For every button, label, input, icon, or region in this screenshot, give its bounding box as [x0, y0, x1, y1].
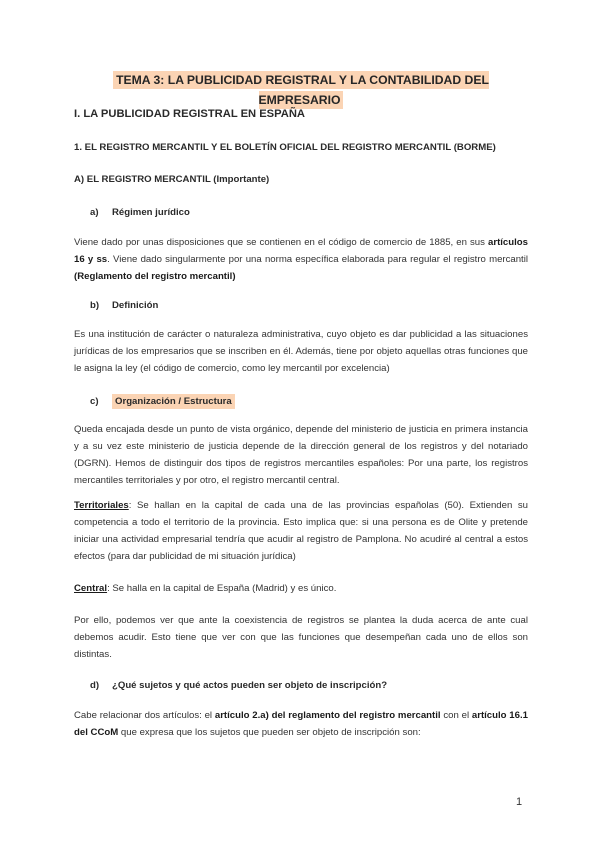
bold-ref: (Reglamento del registro mercantil)	[74, 270, 236, 282]
term-central: Central	[74, 583, 108, 594]
section-heading: I. LA PUBLICIDAD REGISTRAL EN ESPAÑA	[74, 108, 306, 120]
bold-ref: artículo 16.1 del CCoM	[74, 710, 528, 738]
heading-definicion	[90, 299, 158, 312]
heading-regimen-juridico	[90, 206, 190, 219]
paragraph-central: Central: Se halla en la capital de España (Madrid) y es único.	[74, 583, 337, 594]
heading-number: a)	[90, 207, 99, 218]
bold-ref: artículo 2.a) del reglamento del registro mercantil	[214, 710, 441, 721]
paragraph-territoriales: Territoriales: Se hallan en la capital de cada una de las provincias españolas (50). Extienden su competencia a todo el territorio de la provincia. Esto implica que: si una persona es de Olite y pretende iniciar una actividad empresarial tendría que acudir al registro de Pamplona. No acudiré al central a estos efectos (para dar publicidad de mi situación jurídica)	[74, 500, 528, 562]
document-title: TEMA 3: LA PUBLICIDAD REGISTRAL Y LA CONTABILIDAD DEL EMPRESARIO	[74, 70, 528, 90]
heading-label: Definición	[112, 300, 159, 311]
heading-number: d)	[90, 680, 100, 691]
heading-sujetos-actos	[90, 679, 387, 692]
heading-label: Régimen jurídico	[112, 207, 190, 218]
paragraph-definicion: Es una institución de carácter o naturaleza administrativa, cuyo objeto es dar publicidad a las situaciones jurídicas de los empresarios que se inscriben en él. Además, tiene por objeto aquellas otras funciones que le asigna la ley (el código de comercio, como ley mercantil por excelencia)	[74, 329, 528, 374]
subsubsection-heading: A) EL REGISTRO MERCANTIL (Importante)	[74, 174, 270, 185]
term-territoriales: Territoriales	[74, 500, 129, 511]
heading-organizacion	[90, 395, 235, 408]
paragraph-organizacion: Queda encajada desde un punto de vista orgánico, depende del ministerio de justicia en primera instancia y a su vez este ministerio de justicia depende de la dirección general de los registros y del notariado (DGRN). Hemos de distinguir dos tipos de registros mercantiles españoles: Por una parte, los registros mercantiles territoriales y por otro, el registro mercantil central.	[74, 424, 528, 486]
heading-number: c)	[90, 396, 99, 407]
page-number: 1	[516, 796, 523, 808]
heading-label: Organización / Estructura	[112, 394, 235, 409]
heading-label: ¿Qué sujetos y qué actos pueden ser objeto de inscripción?	[112, 680, 388, 691]
paragraph-por-ello: Por ello, podemos ver que ante la coexistencia de registros se plantea la duda acerca de ante cual debemos acudir. Esto tiene que ver con que las funciones que desempeñan cada uno de ellos son distintas.	[74, 615, 528, 660]
bold-ref: artículos 16 y ss	[74, 237, 528, 265]
paragraph-regimen-juridico: Viene dado por unas disposiciones que se contienen en el código de comercio de 1885, en sus artículos 16 y ss. Viene dado singularmente por una norma específica elaborada para regular el registro mercantil (Reglamento del registro mercantil)	[74, 237, 528, 282]
subsection-heading: 1. EL REGISTRO MERCANTIL Y EL BOLETÍN OFICIAL DEL REGISTRO MERCANTIL (BORME)	[74, 142, 496, 153]
heading-number: b)	[90, 300, 100, 311]
paragraph-sujetos-actos: Cabe relacionar dos artículos: el artículo 2.a) del reglamento del registro mercantil con el artículo 16.1 del CCoM que expresa que los sujetos que pueden ser objeto de inscripción son:	[74, 710, 528, 738]
